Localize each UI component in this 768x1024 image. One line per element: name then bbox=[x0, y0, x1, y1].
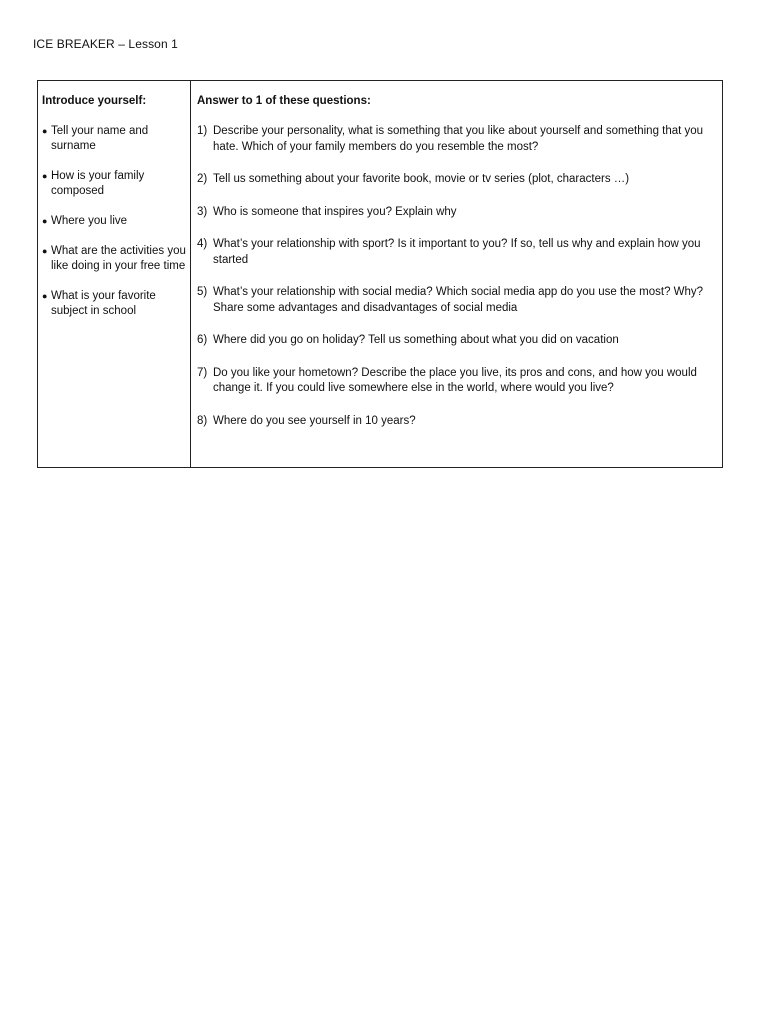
list-item-text: What are the activities you like doing in your free time bbox=[51, 245, 186, 272]
question-number: 5) bbox=[197, 286, 208, 298]
question-text: Tell us something about your favorite book, movie or tv series (plot, characters …) bbox=[213, 173, 630, 185]
question-text: Where did you go on holiday? Tell us something about what you did on vacation bbox=[213, 334, 619, 346]
introduce-list bbox=[42, 124, 186, 319]
question-text: Describe your personality, what is something that you like about yourself and something that you hate. Which of your family members do you resemble the most? bbox=[213, 125, 704, 153]
question-item bbox=[197, 172, 714, 188]
question-item bbox=[197, 333, 714, 349]
worksheet-table bbox=[37, 80, 723, 468]
list-item-text: What is your favorite subject in school bbox=[51, 290, 156, 317]
question-number: 6) bbox=[197, 334, 208, 346]
question-item bbox=[197, 237, 714, 268]
question-text: What’s your relationship with social media? Which social media app do you use the most? Why? Share some advantages and disadvantages of social media bbox=[213, 286, 704, 314]
introduce-heading: Introduce yourself: bbox=[42, 95, 147, 107]
question-item bbox=[197, 205, 714, 221]
questions-column bbox=[191, 81, 722, 467]
question-text: What’s your relationship with sport? Is it important to you? If so, tell us why and explain how you started bbox=[213, 238, 701, 266]
bullet-icon: ● bbox=[42, 291, 48, 301]
question-text: Where do you see yourself in 10 years? bbox=[213, 414, 416, 427]
question-number: 3) bbox=[197, 205, 208, 218]
list-item-text: Where you live bbox=[51, 215, 128, 227]
question-item bbox=[197, 124, 714, 155]
question-item bbox=[197, 366, 714, 397]
question-text: Who is someone that inspires you? Explain why bbox=[213, 205, 457, 218]
question-item bbox=[197, 414, 714, 430]
questions-heading: Answer to 1 of these questions: bbox=[197, 95, 371, 107]
question-number: 8) bbox=[197, 414, 208, 427]
bullet-icon: ● bbox=[42, 126, 48, 136]
list-item bbox=[42, 289, 186, 319]
bullet-icon: ● bbox=[42, 246, 48, 256]
question-number: 1) bbox=[197, 125, 208, 137]
list-item-text: Tell your name and surname bbox=[51, 125, 149, 152]
question-number: 7) bbox=[197, 366, 208, 379]
bullet-icon: ● bbox=[42, 171, 48, 181]
list-item-text: How is your family composed bbox=[51, 170, 145, 197]
list-item bbox=[42, 169, 186, 199]
questions-list bbox=[197, 124, 714, 429]
list-item bbox=[42, 244, 186, 274]
list-item bbox=[42, 214, 186, 229]
question-text: Do you like your hometown? Describe the place you live, its pros and cons, and how you would change it. If you could live somewhere else in the world, where would you live? bbox=[213, 366, 697, 394]
question-number: 2) bbox=[197, 173, 208, 185]
introduce-column bbox=[38, 81, 191, 467]
document-title: ICE BREAKER – Lesson 1 bbox=[33, 37, 178, 51]
question-number: 4) bbox=[197, 238, 208, 250]
question-item bbox=[197, 285, 714, 316]
bullet-icon: ● bbox=[42, 216, 48, 226]
list-item bbox=[42, 124, 186, 154]
